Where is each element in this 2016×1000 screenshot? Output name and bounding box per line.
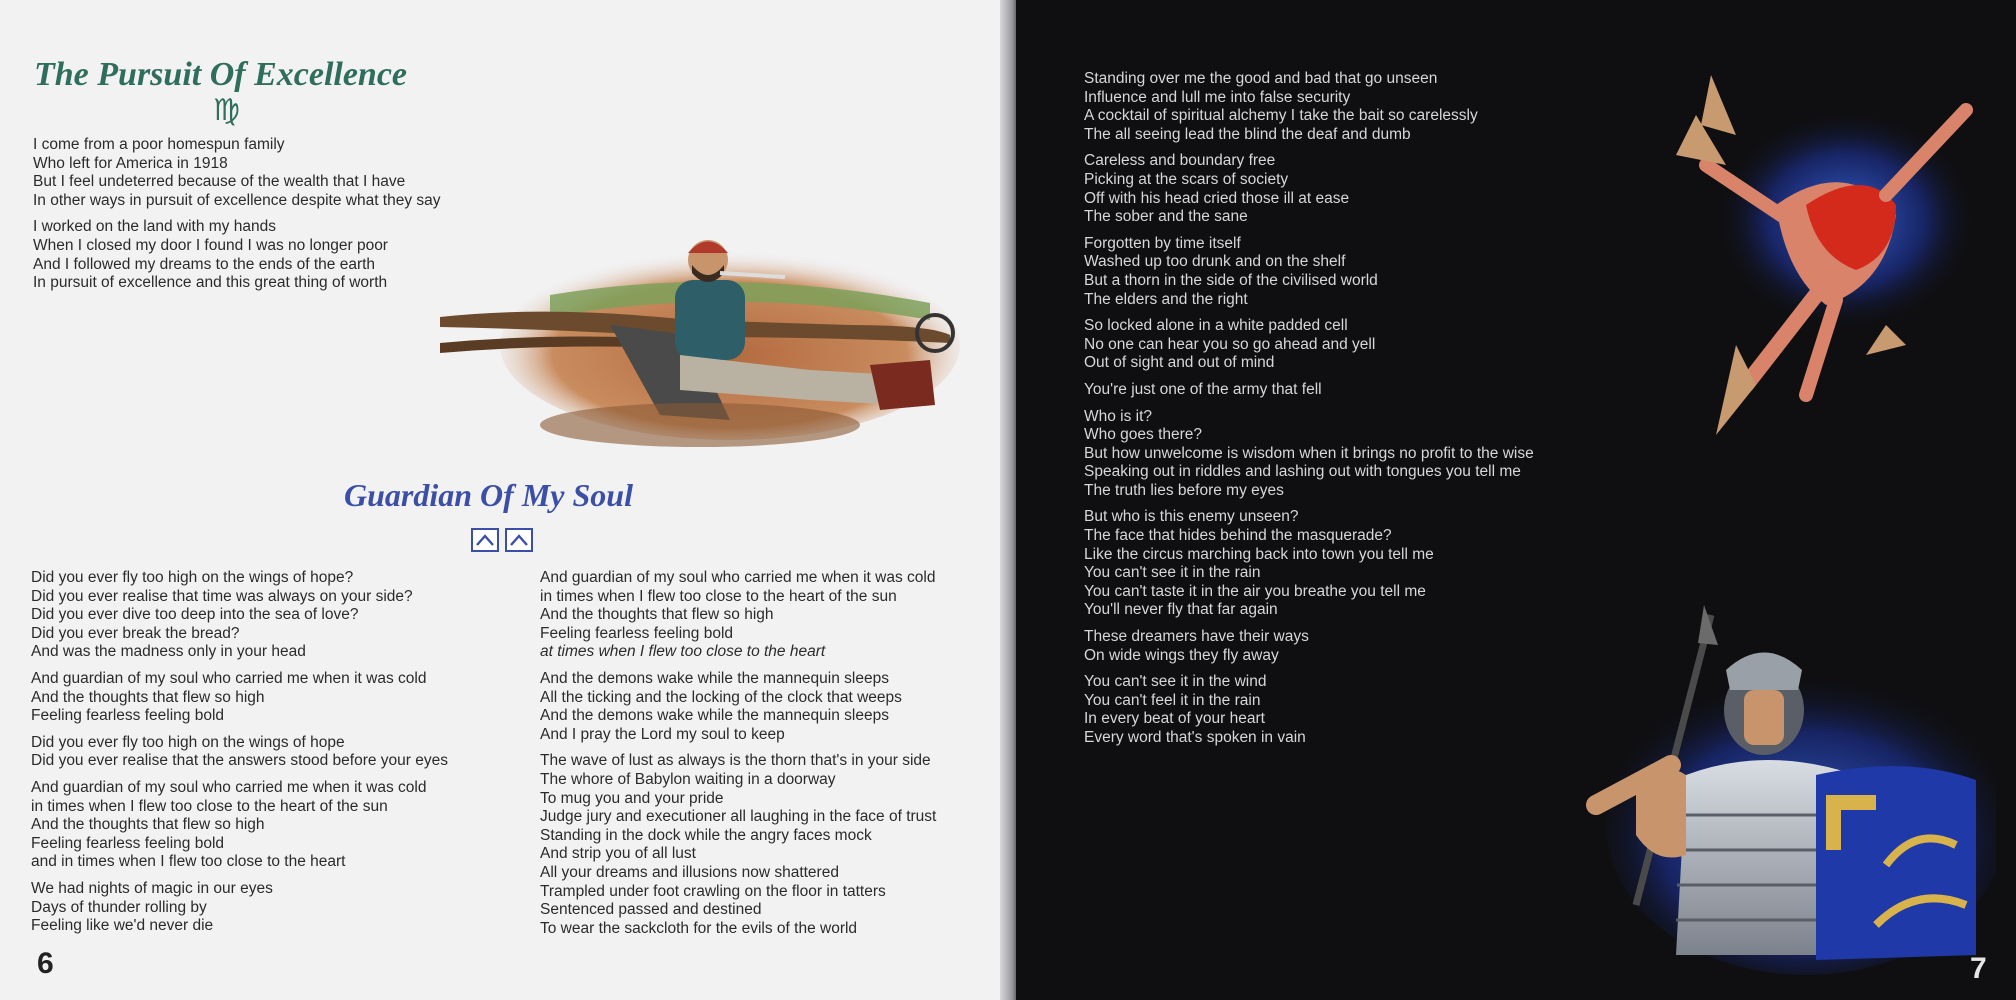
lyric-line: So locked alone in a white padded cell bbox=[1084, 317, 1348, 335]
lyric-line: in times when I flew too close to the heart of the sun bbox=[540, 587, 897, 605]
lyric-line: Did you ever break the bread? bbox=[31, 624, 240, 642]
lyric-line: Did you ever fly too high on the wings of hope bbox=[31, 733, 345, 751]
lyric-line: To mug you and your pride bbox=[540, 789, 724, 807]
lyric-line: And the demons wake while the mannequin sleeps bbox=[540, 669, 889, 687]
lyric-line: Standing in the dock while the angry faces mock bbox=[540, 826, 872, 844]
lyric-line: You'll never fly that far again bbox=[1084, 601, 1278, 619]
lyric-line: And the thoughts that flew so high bbox=[540, 606, 774, 624]
stanza bbox=[1084, 673, 1534, 747]
lyric-line: Forgotten by time itself bbox=[1084, 234, 1241, 252]
lyric-line: In other ways in pursuit of excellence despite what they say bbox=[33, 191, 441, 209]
lyric-line: Did you ever realise that the answers stood before your eyes bbox=[31, 752, 449, 770]
lyric-line: Every word that's spoken in vain bbox=[1084, 729, 1306, 746]
lyric-line: I worked on the land with my hands bbox=[33, 218, 276, 236]
lyric-line: In pursuit of excellence and this great thing of worth bbox=[33, 274, 388, 292]
stanza bbox=[33, 218, 441, 292]
lyric-line: Did you ever realise that time was always on your side? bbox=[31, 587, 413, 605]
stanza bbox=[31, 779, 448, 872]
lyric-line: These dreamers have their ways bbox=[1084, 628, 1309, 646]
stanza bbox=[1084, 508, 1534, 620]
lyric-line: The sober and the sane bbox=[1084, 208, 1248, 226]
lyric-line: And guardian of my soul who carried me when it was cold bbox=[31, 778, 427, 796]
lyric-line: But a thorn in the side of the civilised world bbox=[1084, 271, 1378, 289]
farmer-plough-illustration bbox=[430, 225, 990, 455]
virgo-icon: ♍ bbox=[213, 93, 240, 128]
lyric-line: But I feel undeterred because of the wealth that I have bbox=[33, 173, 406, 191]
lyric-line: Feeling fearless feeling bold bbox=[540, 624, 734, 642]
lyric-line: You can't see it in the wind bbox=[1084, 673, 1267, 691]
lyric-line: And was the madness only in your head bbox=[31, 643, 306, 661]
lyric-line: The elders and the right bbox=[1084, 290, 1248, 308]
right-page-lyrics bbox=[1084, 70, 1534, 756]
lyric-line: We had nights of magic in our eyes bbox=[31, 879, 273, 897]
stanza bbox=[1084, 381, 1534, 400]
guardian-lyrics-column-2 bbox=[540, 569, 936, 946]
lyric-line: Trampled under foot crawling on the floor in tatters bbox=[540, 882, 886, 900]
lyric-line: And the demons wake while the mannequin sleeps bbox=[540, 707, 889, 725]
lyric-line: And the thoughts that flew so high bbox=[31, 688, 265, 706]
lyric-line: The all seeing lead the blind the deaf and dumb bbox=[1084, 125, 1411, 143]
page-number-right: 7 bbox=[1970, 952, 1987, 985]
stanza bbox=[1084, 628, 1534, 665]
lyric-line: And guardian of my soul who carried me when it was cold bbox=[31, 669, 427, 687]
lyric-line: The whore of Babylon waiting in a doorway bbox=[540, 770, 836, 788]
lyric-line: And I followed my dreams to the ends of the earth bbox=[33, 255, 376, 273]
lyric-line: Did you ever fly too high on the wings of hope? bbox=[31, 569, 354, 586]
lyric-line: Like the circus marching back into town you tell me bbox=[1084, 545, 1434, 563]
lyric-line: Sentenced passed and destined bbox=[540, 901, 762, 919]
lyric-line: And guardian of my soul who carried me when it was cold bbox=[540, 569, 936, 586]
lyric-line: On wide wings they fly away bbox=[1084, 646, 1279, 664]
stanza bbox=[31, 670, 448, 726]
stanza bbox=[1084, 152, 1534, 226]
lyric-line: But how unwelcome is wisdom when it brings no profit to the wise bbox=[1084, 444, 1534, 462]
lyric-line: Picking at the scars of society bbox=[1084, 170, 1289, 188]
lyric-line: Who goes there? bbox=[1084, 426, 1203, 444]
lyric-line: And I pray the Lord my soul to keep bbox=[540, 725, 785, 743]
lyric-line: Washed up too drunk and on the shelf bbox=[1084, 253, 1346, 271]
roman-soldier-illustration bbox=[1576, 605, 1996, 985]
lyric-line: You can't feel it in the rain bbox=[1084, 691, 1261, 709]
lyric-line: I come from a poor homespun family bbox=[33, 136, 285, 153]
lyric-line: Influence and lull me into false security bbox=[1084, 88, 1351, 106]
lyric-line: Feeling fearless feeling bold bbox=[31, 834, 225, 852]
lyric-line: And the thoughts that flew so high bbox=[31, 816, 265, 834]
title-pursuit-of-excellence: The Pursuit Of Excellence bbox=[34, 56, 408, 93]
stanza bbox=[1084, 235, 1534, 309]
lyric-line: Judge jury and executioner all laughing in the face of trust bbox=[540, 808, 937, 826]
stanza bbox=[31, 569, 448, 662]
lyric-line: No one can hear you so go ahead and yell bbox=[1084, 335, 1376, 353]
lyric-line: You can't taste it in the air you breathe you tell me bbox=[1084, 582, 1426, 600]
stanza bbox=[1084, 317, 1534, 373]
stanza bbox=[33, 136, 441, 210]
lyric-line: in times when I flew too close to the heart of the sun bbox=[31, 797, 388, 815]
stanza bbox=[540, 670, 936, 744]
lyric-line: Standing over me the good and bad that go unseen bbox=[1084, 70, 1438, 87]
lyric-line: In every beat of your heart bbox=[1084, 710, 1265, 728]
pursuit-lyrics bbox=[33, 136, 441, 301]
lyric-line-italic: at times when I flew too close to the heart bbox=[540, 643, 826, 661]
lyric-line: Off with his head cried those ill at ease bbox=[1084, 189, 1350, 207]
lyric-line: The truth lies before my eyes bbox=[1084, 481, 1284, 499]
lyric-line: You're just one of the army that fell bbox=[1084, 380, 1322, 398]
lyric-line: Did you ever dive too deep into the sea of love? bbox=[31, 606, 359, 624]
stanza bbox=[31, 734, 448, 771]
lyric-line: The face that hides behind the masquerade? bbox=[1084, 527, 1392, 545]
icarus-illustration bbox=[1656, 55, 1986, 445]
lyric-line: Who left for America in 1918 bbox=[33, 154, 228, 172]
lyric-line: Feeling fearless feeling bold bbox=[31, 707, 225, 725]
guardian-lyrics-column-1 bbox=[31, 569, 448, 944]
lyric-line: Speaking out in riddles and lashing out with tongues you tell me bbox=[1084, 463, 1521, 481]
lyric-line: The wave of lust as always is the thorn that's in your side bbox=[540, 752, 931, 770]
lyric-line: You can't see it in the rain bbox=[1084, 564, 1261, 582]
lyric-line: When I closed my door I found I was no longer poor bbox=[33, 236, 388, 254]
lyric-line: Who is it? bbox=[1084, 407, 1153, 425]
title-guardian-of-my-soul: Guardian Of My Soul bbox=[344, 477, 633, 513]
lyric-line: All your dreams and illusions now shattered bbox=[540, 863, 839, 881]
stanza bbox=[1084, 70, 1534, 144]
lyric-line: Out of sight and out of mind bbox=[1084, 354, 1275, 372]
lyric-line: Careless and boundary free bbox=[1084, 152, 1276, 170]
lyric-line: A cocktail of spiritual alchemy I take the bait so carelessly bbox=[1084, 107, 1478, 125]
lyric-line: To wear the sackcloth for the evils of the world bbox=[540, 919, 858, 937]
lyric-line: All the ticking and the locking of the clock that weeps bbox=[540, 688, 902, 706]
lyric-line: And strip you of all lust bbox=[540, 845, 696, 863]
right-page bbox=[1016, 0, 2016, 1000]
page-number-left: 6 bbox=[37, 947, 54, 980]
lyric-line: Feeling like we'd never die bbox=[31, 917, 214, 935]
stanza bbox=[540, 569, 936, 662]
stanza bbox=[1084, 408, 1534, 501]
gemini-icon bbox=[471, 528, 533, 552]
lyric-line: Days of thunder rolling by bbox=[31, 898, 207, 916]
stanza bbox=[31, 880, 448, 936]
lyric-line: But who is this enemy unseen? bbox=[1084, 508, 1299, 526]
lyric-line: and in times when I flew too close to the heart bbox=[31, 853, 346, 871]
stanza bbox=[540, 752, 936, 938]
